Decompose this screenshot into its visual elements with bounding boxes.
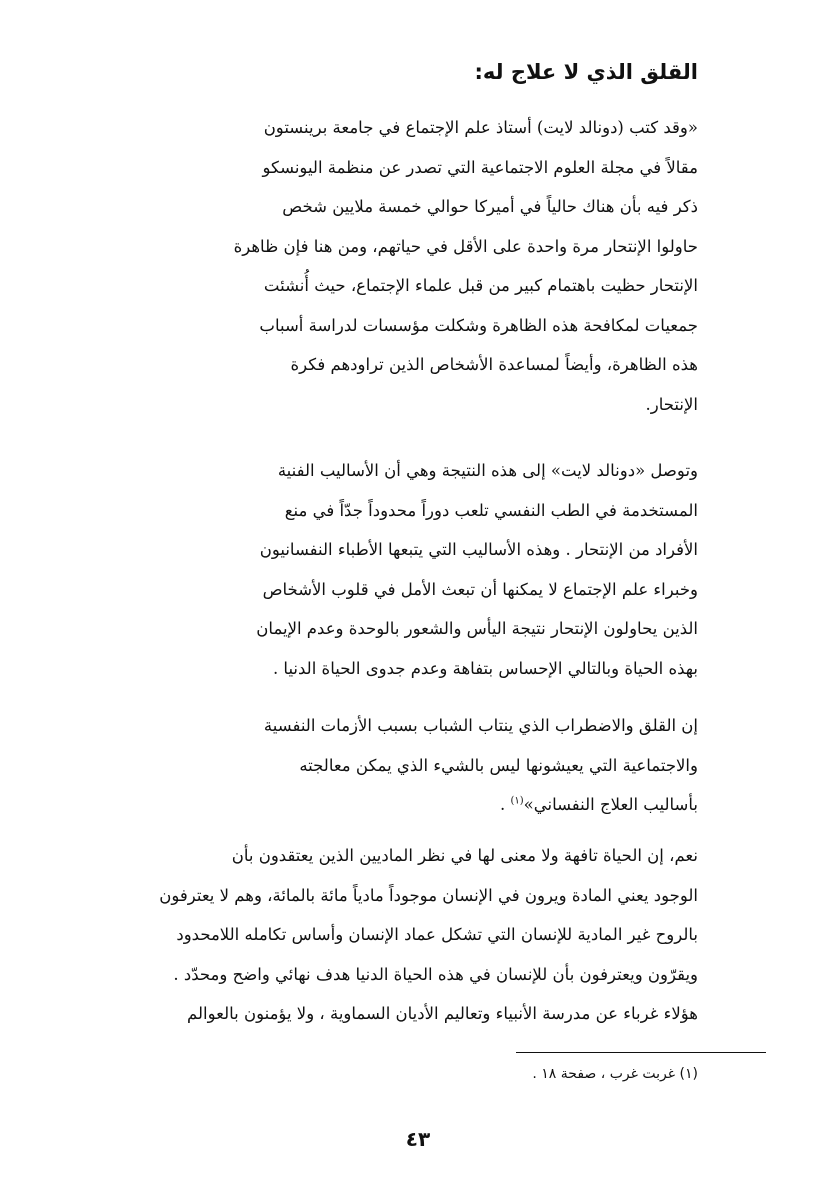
paragraph-line: جمعيات لمكافحة هذه الظاهرة وشكلت مؤسسات لدراسة أسباب [259,315,698,335]
paragraph-line: المستخدمة في الطب النفسي تلعب دوراً محدوداً جدّاً في منع [284,500,698,520]
paragraph-line: «وقد كتب (دونالد لايت) أستاذ علم الإجتماع في جامعة برينستون [263,118,698,137]
paragraph-line: الإنتحار. [645,394,698,414]
paragraph-line: ذكر فيه بأن هناك حالياً في أميركا حوالي خمسة ملايين شخص [282,197,698,216]
paragraph-4 [138,836,698,1034]
paragraph-last-line [146,785,698,825]
paragraph-2 [146,451,698,688]
paragraph-line: الإنتحار حظيت باهتمام كبير من قبل علماء الإجتماع، حيث أُنشئت [263,276,698,295]
footnote-marker: (١) [510,795,524,807]
paragraph-line: وخبراء علم الإجتماع لا يمكنها أن تبعث الأمل في قلوب الأشخاص [262,579,698,599]
paragraph-line: إن القلق والاضطراب الذي ينتاب الشباب بسبب الأزمات النفسية [263,716,698,735]
paragraph-line: هذه الظاهرة، وأيضاً لمساعدة الأشخاص الذين تراودهم فكرة [290,355,698,374]
paragraph-line: الذين يحاولون الإنتحار نتيجة اليأس والشعور بالوحدة وعدم الإيمان [256,619,698,638]
paragraph-line: والاجتماعية التي يعيشونها ليس بالشيء الذي يمكن معالجته [299,755,698,775]
paragraph-line: بهذه الحياة وبالتالي الإحساس بتفاهة وعدم جدوى الحياة الدنيا . [272,658,698,678]
page-number: ٤٣ [405,1127,431,1151]
paragraph-line: الوجود يعني المادة ويرون في الإنسان موجوداً مادياً مائة بالمائة، وهم لا يعترفون [159,885,698,905]
paragraph-3 [146,706,698,825]
paragraph-line: وتوصل «دونالد لايت» إلى هذه النتيجة وهي أن الأساليب الفنية [277,461,698,480]
paragraph-line: حاولوا الإنتحار مرة واحدة على الأقل في حياتهم، ومن هنا فإن ظاهرة [233,236,698,256]
footnote-divider [516,1052,766,1053]
paragraph-line: نعم، إن الحياة تافهة ولا معنى لها في نظر الماديين الذين يعتقدون بأن [231,846,698,865]
paragraph-line-text: بأساليب العلاج النفساني» [523,795,698,814]
paragraph-line: بالروح غير المادية للإنسان التي تشكل عماد الإنسان وأساس تكامله اللامحدود [176,925,698,944]
paragraph-trailing-text: . [499,795,511,814]
paragraph-1 [146,108,698,424]
footnote: (١) غربت غرب ، صفحة ١٨ . [532,1066,698,1082]
paragraph-line: الأفراد من الإنتحار . وهذه الأساليب التي يتبعها الأطباء النفسانيون [259,540,698,559]
paragraph-line: ويقرّون ويعترفون بأن للإنسان في هذه الحياة الدنيا هدف نهائي واضح ومحدّد . [173,964,698,984]
paragraph-line: مقالاً في مجلة العلوم الاجتماعية التي تصدر عن منظمة اليونسكو [262,157,698,177]
section-heading: القلق الذي لا علاج له: [474,60,698,84]
paragraph-line: هؤلاء غرباء عن مدرسة الأنبياء وتعاليم الأديان السماوية ، ولا يؤمنون بالعوالم [187,1004,698,1023]
